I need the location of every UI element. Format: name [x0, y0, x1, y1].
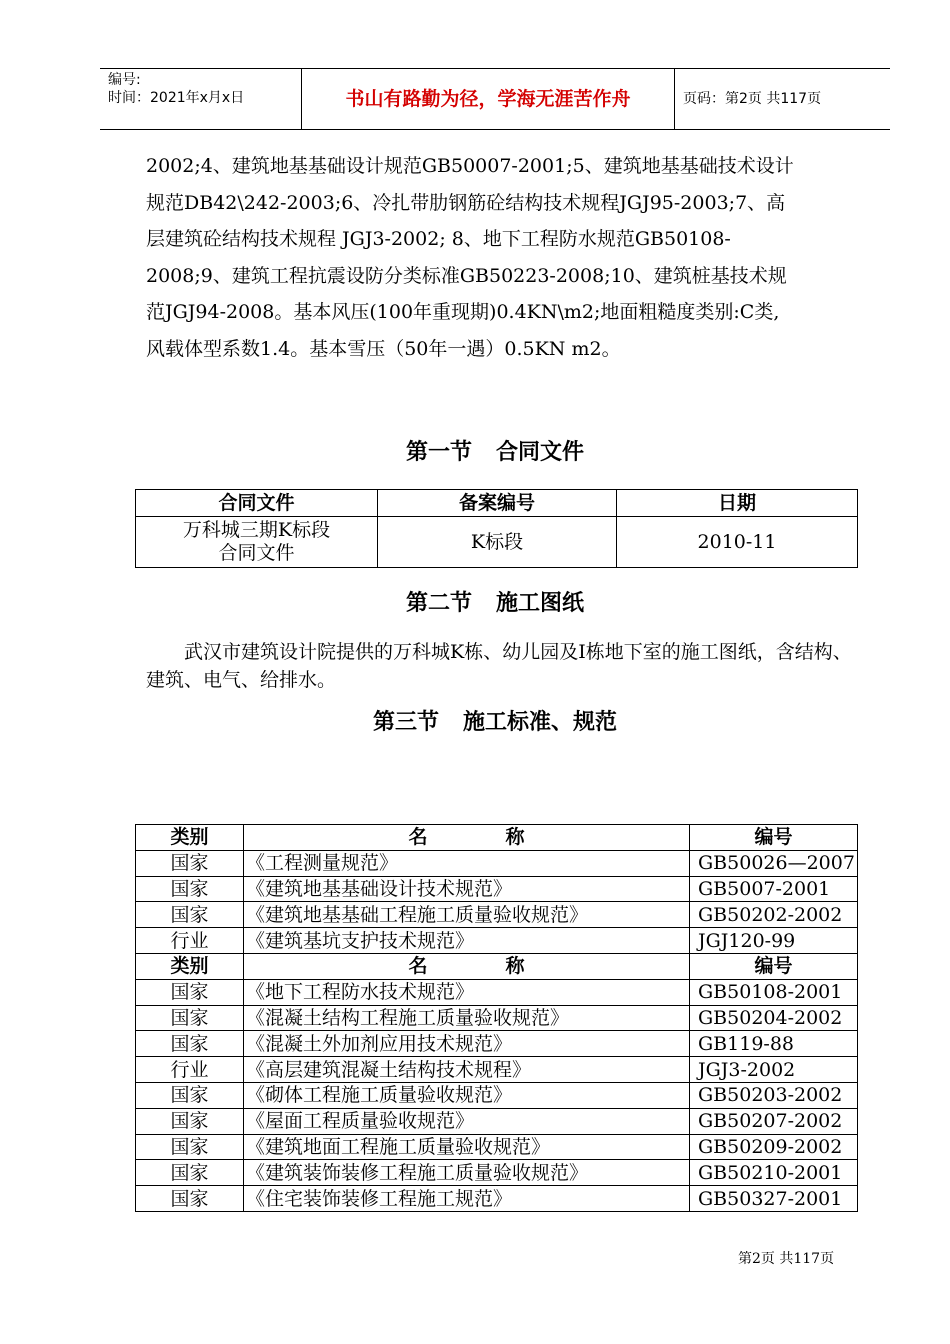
standard-code-cell: GB50327-2001: [690, 1186, 858, 1212]
standard-name-cell: 《工程测量规范》: [244, 850, 690, 876]
table-header-cell: 类别: [136, 953, 244, 979]
section-number: 第三节: [372, 710, 439, 735]
time-label: 时间：2021年x月x日: [108, 90, 245, 106]
standard-name-cell: 《屋面工程质量验收规范》: [244, 1108, 690, 1134]
paragraph-line: 规范DB42\242-2003;6、冷扎带肋钢筋砼结构技术规程JGJ95-2003;7、高: [146, 191, 786, 214]
category-cell: 行业: [136, 1057, 244, 1083]
table-row: [136, 1082, 858, 1108]
standard-code-cell: GB50108-2001: [690, 979, 858, 1005]
table-header-row: [136, 825, 858, 851]
section-title-contract: [100, 438, 890, 468]
section-number: 第一节: [405, 440, 472, 465]
paragraph-line: 2008;9、建筑工程抗震设防分类标准GB50223-2008;10、建筑桩基技术规: [146, 264, 787, 287]
page-header: [100, 68, 890, 130]
standard-code-cell: GB50209-2002: [690, 1134, 858, 1160]
paragraph-line: 层建筑砼结构技术规程 JGJ3-2002; 8、地下工程防水规范GB50108-: [146, 228, 731, 250]
standard-name-cell: 《建筑地面工程施工质量验收规范》: [244, 1134, 690, 1160]
table-row: [136, 1186, 858, 1212]
standard-code-cell: JGJ3-2002: [690, 1057, 858, 1083]
serial-label: 编号:: [108, 72, 141, 88]
header-meta: [108, 71, 298, 107]
standard-name-cell: 《混凝土外加剂应用技术规范》: [244, 1031, 690, 1057]
table-header-cell: [244, 825, 690, 851]
standard-code-cell: GB50204-2002: [690, 1005, 858, 1031]
standard-code-cell: GB50202-2002: [690, 902, 858, 928]
standard-name-cell: 《建筑地基基础设计技术规范》: [244, 876, 690, 902]
header-motto: 书山有路勤为径，学海无涯苦作舟: [345, 88, 631, 110]
spread-label: 名称: [408, 826, 603, 849]
section-title-drawings: [100, 589, 890, 619]
date-cell: 2010-11: [617, 517, 858, 568]
table-header-row: [136, 953, 858, 979]
section-number: 第二节: [405, 591, 472, 616]
standard-name-cell: 《住宅装饰装修工程施工规范》: [244, 1186, 690, 1212]
standards-table: [135, 824, 858, 1212]
standard-name-cell: 《建筑基坑支护技术规范》: [244, 928, 690, 954]
standard-name-cell: 《建筑装饰装修工程施工质量验收规范》: [244, 1160, 690, 1186]
table-header-cell: 编号: [690, 953, 858, 979]
table-row: [136, 1108, 858, 1134]
section-heading: 施工标准、规范: [463, 710, 618, 735]
table-row: [136, 1134, 858, 1160]
table-row: [136, 876, 858, 902]
category-cell: 国家: [136, 1005, 244, 1031]
paragraph-line: 风载体型系数1.4。基本雪压（50年一遇）0.5KN m2。: [146, 337, 621, 360]
standard-name-cell: 《砌体工程施工质量验收规范》: [244, 1082, 690, 1108]
table-row: [136, 850, 858, 876]
table-header-cell: 备案编号: [378, 490, 617, 517]
spread-label: 名称: [408, 955, 603, 978]
category-cell: 国家: [136, 1082, 244, 1108]
table-header-cell: [244, 953, 690, 979]
category-cell: 国家: [136, 902, 244, 928]
section-heading: 施工图纸: [496, 591, 585, 616]
standard-name-cell: 《地下工程防水技术规范》: [244, 979, 690, 1005]
standard-name-cell: 《建筑地基基础工程施工质量验收规范》: [244, 902, 690, 928]
standard-code-cell: GB50026—2007: [690, 850, 858, 876]
category-cell: 国家: [136, 876, 244, 902]
category-cell: 国家: [136, 1031, 244, 1057]
category-cell: 国家: [136, 979, 244, 1005]
paragraph-line: 范JGJ94-2008。基本风压(100年重现期)0.4KN\m2;地面粗糙度类别:C类,: [146, 301, 780, 323]
section-heading: 合同文件: [496, 440, 585, 465]
standard-code-cell: GB50207-2002: [690, 1108, 858, 1134]
table-header-cell: 日期: [617, 490, 858, 517]
standard-name-cell: 《混凝土结构工程施工质量验收规范》: [244, 1005, 690, 1031]
table-row: [136, 902, 858, 928]
contract-doc-cell: 万科城三期K标段 合同文件: [136, 517, 378, 568]
table-header-cell: 编号: [690, 825, 858, 851]
category-cell: 国家: [136, 1134, 244, 1160]
category-cell: 国家: [136, 1186, 244, 1212]
category-cell: 国家: [136, 850, 244, 876]
category-cell: 国家: [136, 1160, 244, 1186]
table-row: [136, 1057, 858, 1083]
header-page-info: 页码：第2页 共117页: [683, 91, 822, 107]
category-cell: 国家: [136, 1108, 244, 1134]
contract-table: [135, 489, 858, 568]
record-no-cell: K标段: [378, 517, 617, 568]
table-row: [136, 928, 858, 954]
standard-code-cell: GB50210-2001: [690, 1160, 858, 1186]
page-footer: 第2页 共117页: [738, 1251, 835, 1267]
table-header-cell: 类别: [136, 825, 244, 851]
drawings-paragraph: 武汉市建筑设计院提供的万科城K栋、幼儿园及I栋地下室的施工图纸，含结构、建筑、电气、给排水。: [146, 641, 852, 691]
table-row: [136, 1160, 858, 1186]
standard-code-cell: GB50203-2002: [690, 1082, 858, 1108]
table-header-cell: 合同文件: [136, 490, 378, 517]
intro-paragraph: [146, 148, 856, 367]
table-row: [136, 1031, 858, 1057]
section-title-standards: [100, 708, 890, 738]
standard-name-cell: 《高层建筑混凝土结构技术规程》: [244, 1057, 690, 1083]
table-row: [136, 517, 858, 568]
paragraph-line: 2002;4、建筑地基基础设计规范GB50007-2001;5、建筑地基基础技术设计: [146, 155, 794, 177]
table-row: [136, 979, 858, 1005]
standard-code-cell: GB119-88: [690, 1031, 858, 1057]
category-cell: 行业: [136, 928, 244, 954]
table-row: [136, 1005, 858, 1031]
standard-code-cell: GB5007-2001: [690, 876, 858, 902]
standard-code-cell: JGJ120-99: [690, 928, 858, 954]
header-divider: [674, 69, 675, 129]
